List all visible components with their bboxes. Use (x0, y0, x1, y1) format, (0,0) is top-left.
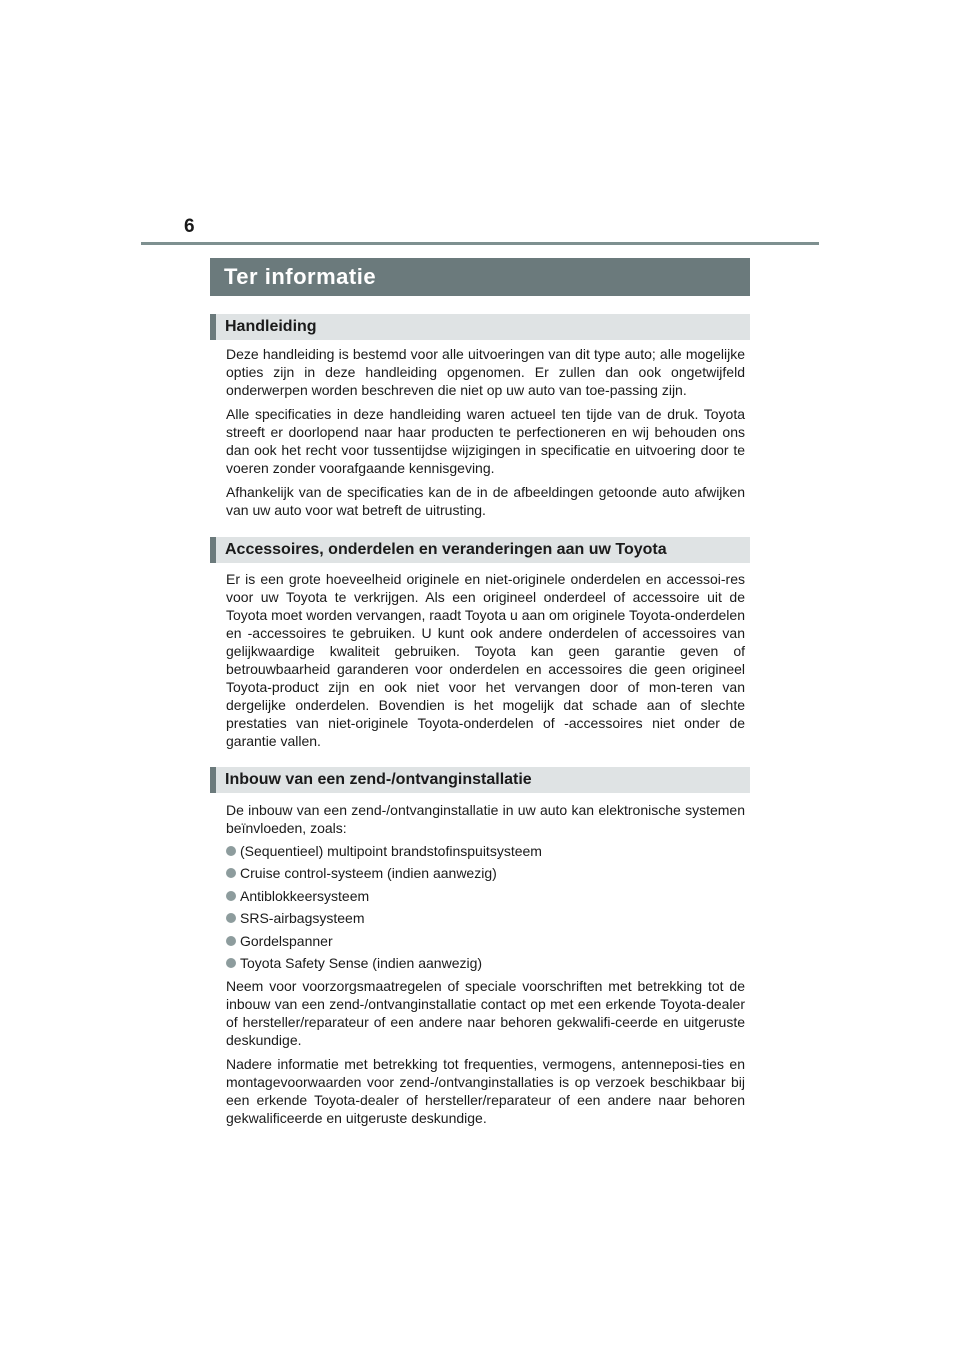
header-rule (141, 242, 819, 245)
list-item-text: Cruise control-systeem (indien aanwezig) (240, 865, 497, 882)
list-item (226, 909, 745, 931)
list-item-text: (Sequentieel) multipoint brandstofinspuitsysteem (240, 843, 542, 859)
list-item (226, 954, 745, 976)
list-item (226, 932, 745, 954)
list-item-text: SRS-airbagsysteem (240, 910, 365, 927)
list-item-text: Toyota Safety Sense (indien aanwezig) (240, 954, 483, 971)
paragraph: Afhankelijk van de specificaties kan de in de afbeeldingen getoonde auto afwijken van uw auto voor wat betreft de uitrusting. (226, 484, 745, 518)
section-title-handleiding: Handleiding (210, 314, 750, 340)
bullet-icon (226, 846, 236, 856)
paragraph-intro: De inbouw van een zend-/ontvanginstallatie in uw auto kan elektronische systemen beïnvloeden, zoals: (226, 802, 745, 836)
section-title-inbouw: Inbouw van een zend-/ontvanginstallatie (210, 767, 750, 793)
section-body-inbouw (226, 801, 745, 1127)
paragraph: Neem voor voorzorgsmaatregelen of speciale voorschriften met betrekking tot de inbouw van een zend-/ontvanginstallatie contact op met een erkende Toyota-dealer of hersteller/reparateur of een andere naar behoren gekwalifi-ceerde en uitgeruste deskundige. (226, 978, 745, 1049)
bullet-list (226, 842, 745, 976)
page-number: 6 (184, 216, 195, 237)
bullet-icon (226, 958, 236, 968)
list-item (226, 887, 745, 909)
paragraph: Nadere informatie met betrekking tot frequenties, vermogens, antenneposi-ties en montagevoorwaarden voor zend-/ontvanginstallaties is op verzoek beschikbaar bij een erkende Toyota-dealer of hersteller/reparateur of een andere naar behoren gekwalificeerde en uitgeruste deskundige. (226, 1056, 745, 1127)
bullet-icon (226, 891, 236, 901)
page-content (210, 258, 750, 1127)
paragraph: Deze handleiding is bestemd voor alle uitvoeringen van dit type auto; alle mogelijke opties zijn in deze handleiding opgenomen. Er zullen dan ook ongetwijfeld onderwerpen worden beschreven die niet op uw auto van toe-passing zijn. (226, 346, 745, 398)
list-item (226, 864, 745, 886)
chapter-title: Ter informatie (210, 258, 750, 296)
section-body-handleiding (226, 345, 745, 519)
bullet-icon (226, 868, 236, 878)
bullet-icon (226, 913, 236, 923)
paragraph: Er is een grote hoeveelheid originele en niet-originele onderdelen en accessoi-res voor uw Toyota te verkrijgen. Als een origineel onderdeel of accessoire uit de Toyota moet worden vervangen, raadt Toyota u aan om originele Toyota-onderdelen en -accessoires te gebruiken. U kunt ook andere onderdelen of accessoires van gelijkwaardige kwaliteit gebruiken. Toyota kan geen garantie geven of betrouwbaarheid garanderen voor onderdelen en accessoires die geen origineel Toyota-product zijn en ook niet voor het vervangen door of mon-teren van dergelijke onderdelen. Bovendien is het mogelijk dat schade aan of slechte prestaties van niet-originele Toyota-onderdelen of -accessoires niet onder de garantie vallen. (226, 571, 745, 749)
list-item-text: Gordelspanner (240, 932, 333, 949)
section-body-accessoires (226, 570, 745, 750)
bullet-icon (226, 936, 236, 946)
section-title-accessoires: Accessoires, onderdelen en veranderingen aan uw Toyota (210, 537, 750, 563)
list-item-text: Antiblokkeersysteem (240, 887, 370, 904)
list-item (226, 842, 745, 864)
paragraph: Alle specificaties in deze handleiding waren actueel ten tijde van de druk. Toyota streeft er doorlopend naar haar producten te perfectioneren en wij behouden ons dan ook het recht voor tussentijdse wijzigingen in specificatie en uitvoering door te voeren zonder voorafgaande kennisgeving. (226, 406, 745, 476)
